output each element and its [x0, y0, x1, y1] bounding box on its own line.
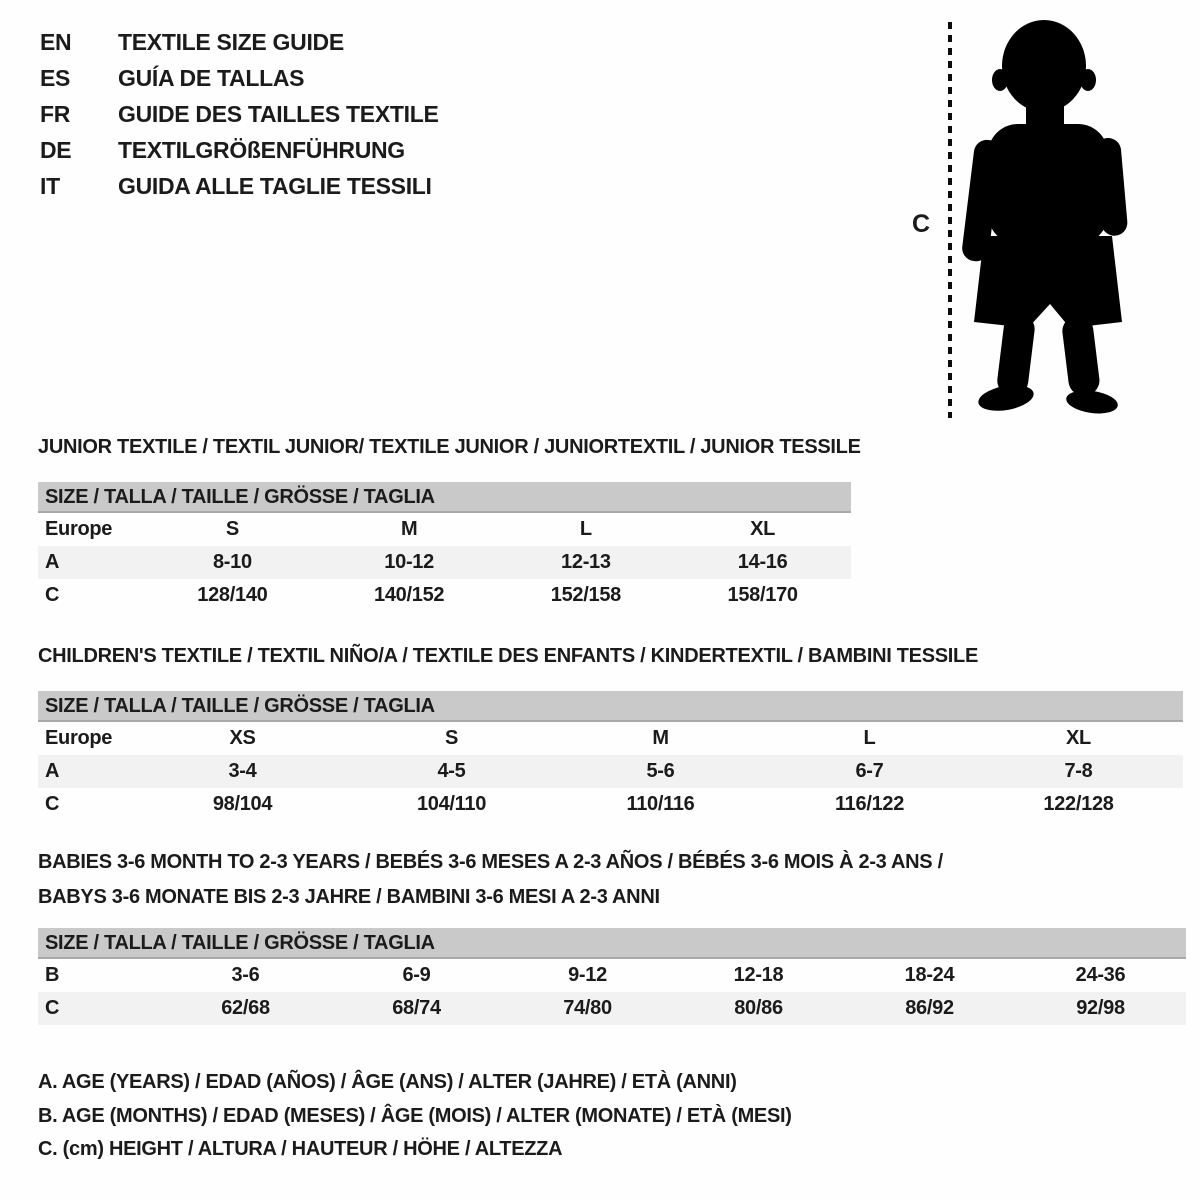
- row-label: A: [45, 551, 60, 573]
- language-name: TEXTILE SIZE GUIDE: [118, 29, 344, 55]
- language-code: DE: [40, 137, 72, 163]
- measure-legend: [38, 1066, 792, 1167]
- size-bar: SIZE / TALLA / TAILLE / GRÖSSE / TAGLIA: [38, 928, 1186, 959]
- size-cell: 104/110: [416, 793, 487, 815]
- language-code: ES: [40, 65, 71, 91]
- size-cell: 24-36: [1075, 964, 1126, 986]
- size-cell: 6-7: [855, 760, 884, 782]
- size-cell: 68/74: [392, 997, 441, 1019]
- size-cell: 7-8: [1064, 760, 1093, 782]
- size-cell: 98/104: [212, 793, 273, 815]
- table-row: [38, 959, 1186, 992]
- size-cell: 8-10: [212, 551, 252, 573]
- row-label: C: [45, 793, 60, 815]
- language-code: IT: [40, 173, 60, 199]
- size-cell: 12-18: [733, 964, 784, 986]
- column-header: S: [444, 727, 459, 749]
- children-textile-section: [38, 643, 1183, 821]
- size-cell: 74/80: [563, 997, 612, 1019]
- size-cell: 92/98: [1076, 997, 1125, 1019]
- size-cell: 6-9: [402, 964, 431, 986]
- region-header-label: Europe: [45, 727, 113, 749]
- column-header: M: [400, 518, 418, 540]
- column-header-row: [38, 722, 1183, 755]
- table-row: [38, 546, 851, 579]
- section-title-line: JUNIOR TEXTILE / TEXTIL JUNIOR/ TEXTILE JUNIOR / JUNIORTEXTIL / JUNIOR TESSILE: [38, 436, 861, 458]
- size-cell: 14-16: [737, 551, 788, 573]
- size-cell: 18-24: [904, 964, 955, 986]
- row-label: C: [45, 997, 60, 1019]
- size-cell: 10-12: [384, 551, 434, 573]
- junior-textile-section: [38, 434, 861, 612]
- table-row: [38, 579, 851, 612]
- column-header-row: [38, 513, 851, 546]
- section-title-line: BABIES 3-6 MONTH TO 2-3 YEARS / BEBÉS 3-6 MESES A 2-3 AÑOS / BÉBÉS 3-6 MOIS À 2-3 ANS /: [38, 851, 943, 873]
- language-name: GUÍA DE TALLAS: [118, 65, 305, 91]
- section-title: [38, 643, 1183, 669]
- toddler-figure: [910, 14, 1150, 424]
- section-title: [38, 845, 1186, 915]
- size-cell: 3-4: [228, 760, 257, 782]
- size-bar: SIZE / TALLA / TAILLE / GRÖSSE / TAGLIA: [38, 691, 1183, 722]
- size-cell: 110/116: [626, 793, 695, 815]
- language-name: TEXTILGRÖßENFÜHRUNG: [118, 137, 405, 163]
- table-row: [38, 992, 1186, 1025]
- size-cell: 128/140: [197, 584, 268, 606]
- language-row: [40, 96, 439, 132]
- language-row: [40, 168, 439, 204]
- column-header: L: [863, 727, 876, 749]
- babies-textile-section: [38, 845, 1186, 1025]
- toddler-silhouette-icon: [962, 16, 1134, 416]
- language-row: [40, 24, 439, 60]
- column-header: M: [652, 727, 669, 749]
- size-cell: 4-5: [437, 760, 466, 782]
- legend-line: A. AGE (YEARS) / EDAD (AÑOS) / ÂGE (ANS) / ALTER (JAHRE) / ETÀ (ANNI): [38, 1071, 737, 1093]
- row-label: A: [45, 760, 60, 782]
- column-header: XS: [229, 727, 256, 749]
- section-title: [38, 434, 861, 460]
- column-header: XL: [1066, 727, 1091, 749]
- height-measure-label: C: [912, 210, 930, 238]
- legend-line: B. AGE (MONTHS) / EDAD (MESES) / ÂGE (MOIS) / ALTER (MONATE) / ETÀ (MESI): [38, 1104, 792, 1127]
- row-label: C: [45, 584, 60, 606]
- height-measure-dashed-line: [948, 22, 952, 418]
- size-cell: 62/68: [221, 997, 270, 1019]
- language-title-list: [40, 24, 439, 204]
- language-row: [40, 60, 439, 96]
- size-cell: 5-6: [646, 760, 675, 782]
- size-cell: 9-12: [568, 964, 607, 986]
- size-cell: 140/152: [374, 584, 445, 606]
- column-header: XL: [750, 518, 776, 540]
- size-cell: 158/170: [727, 584, 798, 606]
- row-label: B: [45, 964, 60, 986]
- size-cell: 86/92: [905, 997, 954, 1019]
- section-title-line: BABYS 3-6 MONATE BIS 2-3 JAHRE / BAMBINI 3-6 MESI A 2-3 ANNI: [38, 886, 660, 908]
- size-cell: 122/128: [1043, 793, 1114, 815]
- language-code: EN: [40, 29, 72, 55]
- size-cell: 116/122: [834, 793, 905, 815]
- language-row: [40, 132, 439, 168]
- legend-line: C. (cm) HEIGHT / ALTURA / HAUTEUR / HÖHE / ALTEZZA: [38, 1138, 563, 1160]
- table-row: [38, 755, 1183, 788]
- language-name: GUIDE DES TAILLES TEXTILE: [118, 101, 439, 127]
- section-title-line: CHILDREN'S TEXTILE / TEXTIL NIÑO/A / TEXTILE DES ENFANTS / KINDERTEXTIL / BAMBINI TESSILE: [38, 645, 978, 667]
- column-header: S: [225, 518, 239, 540]
- language-code: FR: [40, 101, 71, 127]
- size-cell: 12-13: [561, 551, 611, 573]
- size-cell: 152/158: [550, 584, 621, 606]
- region-header-label: Europe: [45, 518, 113, 540]
- table-row: [38, 788, 1183, 821]
- size-cell: 3-6: [231, 964, 260, 986]
- column-header: L: [579, 518, 592, 540]
- size-bar: SIZE / TALLA / TAILLE / GRÖSSE / TAGLIA: [38, 482, 851, 513]
- language-name: GUIDA ALLE TAGLIE TESSILI: [118, 173, 432, 199]
- size-cell: 80/86: [734, 997, 783, 1019]
